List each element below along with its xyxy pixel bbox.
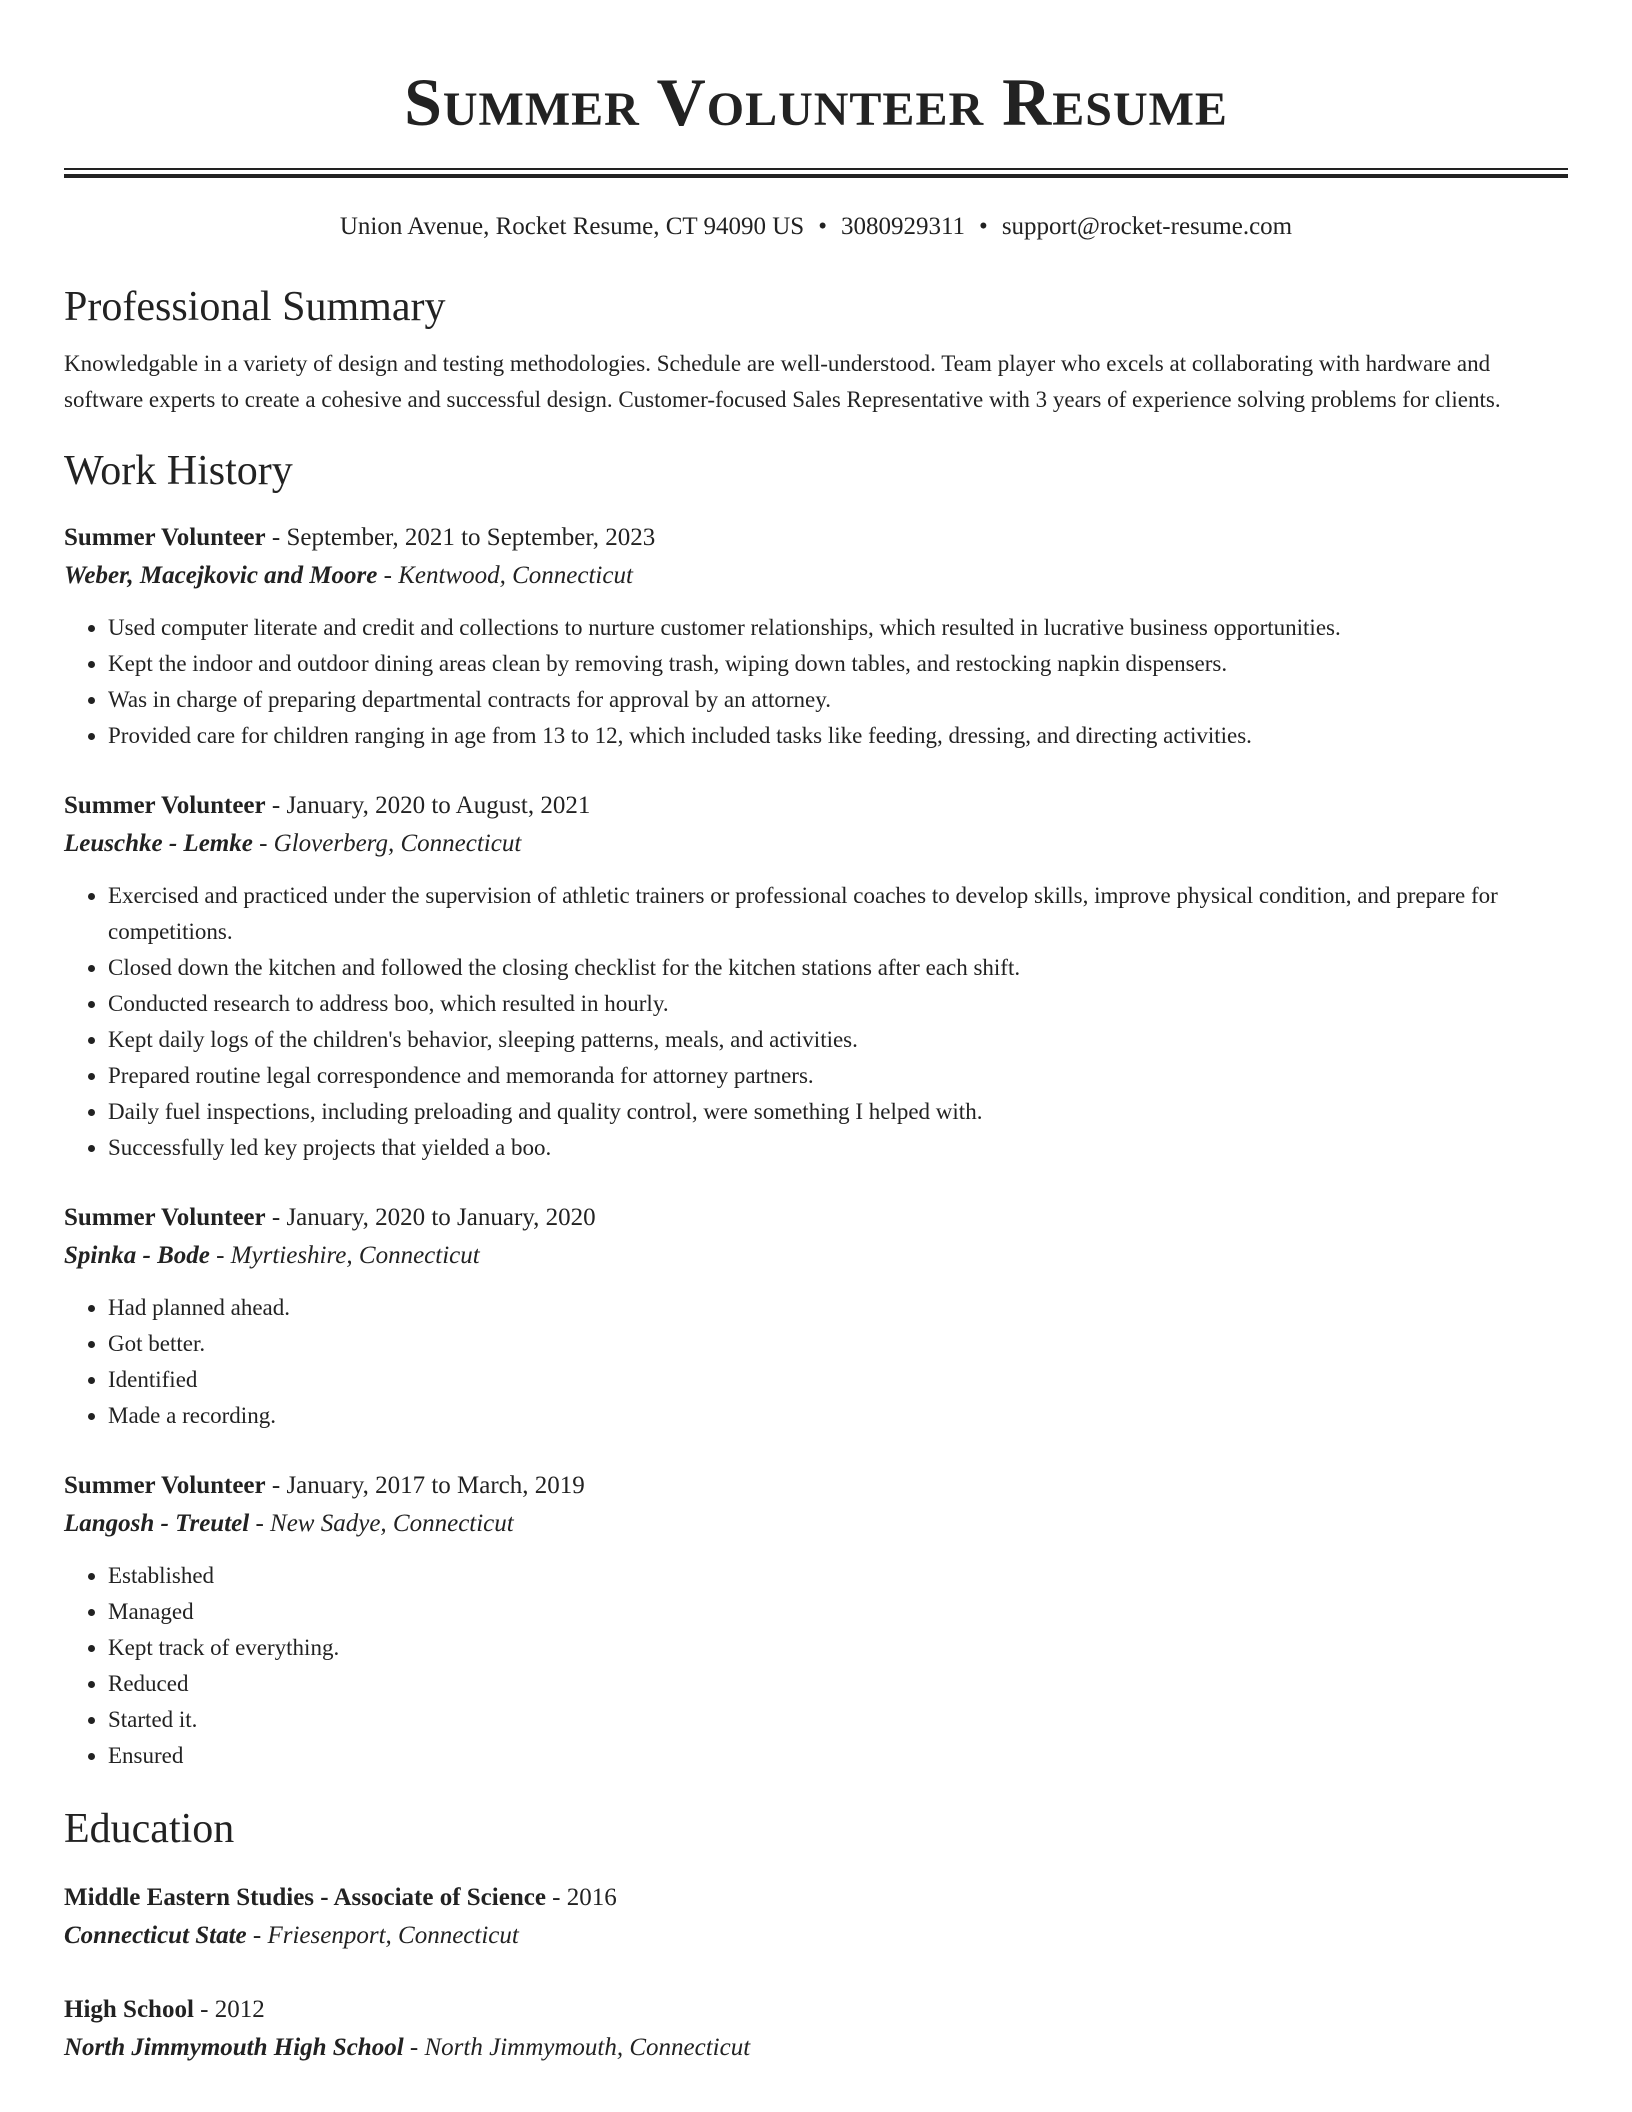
education-location: - Friesenport, Connecticut xyxy=(246,1922,519,1949)
job-entry xyxy=(64,1200,1568,1434)
contact-phone: 3080929311 xyxy=(840,213,966,240)
job-location: - New Sadye, Connecticut xyxy=(249,1510,514,1537)
job-title-line xyxy=(64,1468,1568,1504)
job-company-line xyxy=(64,558,1568,594)
job-title: Summer Volunteer xyxy=(64,1472,266,1499)
education-degree-line xyxy=(64,1992,1568,2028)
education-degree: High School xyxy=(64,1996,194,2023)
job-bullet: • Established xyxy=(108,1558,1568,1594)
work-history-list xyxy=(64,520,1568,1774)
job-bullet: • Identified xyxy=(108,1362,1568,1398)
resume-title: Summer Volunteer Resume xyxy=(404,64,1228,140)
job-location: - Gloverberg, Connecticut xyxy=(252,830,522,857)
job-title-line xyxy=(64,520,1568,556)
summary-heading: Professional Summary xyxy=(64,284,446,330)
job-title: Summer Volunteer xyxy=(64,792,266,819)
job-title-line xyxy=(64,1200,1568,1236)
education-degree-line xyxy=(64,1880,1568,1916)
job-bullet: • Successfully led key projects that yielded a boo. xyxy=(108,1130,1568,1166)
job-company: Langosh - Treutel xyxy=(64,1510,250,1537)
job-entry xyxy=(64,1468,1568,1774)
job-bullet: • Reduced xyxy=(108,1666,1568,1702)
job-location: - Myrtieshire, Connecticut xyxy=(209,1242,480,1269)
contact-email: support@rocket-resume.com xyxy=(1001,213,1293,240)
education-school: North Jimmymouth High School xyxy=(64,2034,404,2061)
education-school: Connecticut State xyxy=(64,1922,247,1949)
job-bullet: • Conducted research to address boo, which resulted in hourly. xyxy=(108,986,1568,1022)
contact-separator: • xyxy=(818,213,827,240)
education-year: - 2016 xyxy=(545,1884,617,1911)
job-title: Summer Volunteer xyxy=(64,1204,266,1231)
job-bullet: • Had planned ahead. xyxy=(108,1290,1568,1326)
job-bullet: • Exercised and practiced under the supervision of athletic trainers or professional coaches to develop skills, improve physical condition, and prepare for competitions. xyxy=(108,878,1568,950)
education-list xyxy=(64,1880,1568,2066)
job-dates: - January, 2020 to August, 2021 xyxy=(265,792,591,819)
job-bullet: • Was in charge of preparing departmental contracts for approval by an attorney. xyxy=(108,682,1568,718)
job-bullet: • Started it. xyxy=(108,1702,1568,1738)
job-bullet: • Kept the indoor and outdoor dining areas clean by removing trash, wiping down tables, and restocking napkin dispensers. xyxy=(108,646,1568,682)
education-school-line xyxy=(64,1918,1568,1954)
job-bullet: • Kept track of everything. xyxy=(108,1630,1568,1666)
resume-page xyxy=(64,0,1568,2066)
contact-address: Union Avenue, Rocket Resume, CT 94090 US xyxy=(339,213,805,240)
job-dates: - January, 2020 to January, 2020 xyxy=(265,1204,596,1231)
job-bullet: • Prepared routine legal correspondence and memoranda for attorney partners. xyxy=(108,1058,1568,1094)
job-company: Spinka - Bode xyxy=(64,1242,210,1269)
education-school-line xyxy=(64,2030,1568,2066)
job-company: Leuschke - Lemke xyxy=(64,830,253,857)
education-location: - North Jimmymouth, Connecticut xyxy=(403,2034,751,2061)
job-bullet: • Closed down the kitchen and followed the closing checklist for the kitchen stations after each shift. xyxy=(108,950,1568,986)
job-bullet: • Made a recording. xyxy=(108,1398,1568,1434)
job-entry xyxy=(64,788,1568,1166)
job-bullet: • Managed xyxy=(108,1594,1568,1630)
job-company: Weber, Macejkovic and Moore xyxy=(64,562,378,589)
job-dates: - September, 2021 to September, 2023 xyxy=(265,524,656,551)
education-entry xyxy=(64,1880,1568,1954)
summary-text: Knowledgable in a variety of design and testing methodologies. Schedule are well-understood. Team player who excels at collaborating with hardware and software experts to create a cohesive and successful design. Customer-focused Sales Representative with 3 years of experience solving problems for clients. xyxy=(64,351,1501,412)
education-heading: Education xyxy=(64,1806,235,1852)
job-entry xyxy=(64,520,1568,754)
title-double-rule xyxy=(64,168,1568,178)
job-bullet: • Used computer literate and credit and collections to nurture customer relationships, which resulted in lucrative business opportunities. xyxy=(108,610,1568,646)
education-year: - 2012 xyxy=(193,1996,265,2023)
job-bullet: • Kept daily logs of the children's behavior, sleeping patterns, meals, and activities. xyxy=(108,1022,1568,1058)
job-bullet: • Got better. xyxy=(108,1326,1568,1362)
work-history-heading: Work History xyxy=(64,448,293,494)
job-bullets xyxy=(64,1558,1568,1774)
contact-line xyxy=(64,212,1568,242)
job-bullet: • Provided care for children ranging in age from 13 to 12, which included tasks like feeding, dressing, and directing activities. xyxy=(108,718,1568,754)
job-company-line xyxy=(64,826,1568,862)
job-location: - Kentwood, Connecticut xyxy=(377,562,633,589)
contact-separator: • xyxy=(979,213,988,240)
job-title: Summer Volunteer xyxy=(64,524,266,551)
job-company-line xyxy=(64,1506,1568,1542)
job-title-line xyxy=(64,788,1568,824)
education-entry xyxy=(64,1992,1568,2066)
job-bullet: • Daily fuel inspections, including preloading and quality control, were something I helped with. xyxy=(108,1094,1568,1130)
education-degree: Middle Eastern Studies - Associate of Science xyxy=(64,1884,546,1911)
job-dates: - January, 2017 to March, 2019 xyxy=(265,1472,585,1499)
job-bullets xyxy=(64,1290,1568,1434)
job-bullets xyxy=(64,610,1568,754)
job-bullet: • Ensured xyxy=(108,1738,1568,1774)
job-company-line xyxy=(64,1238,1568,1274)
job-bullets xyxy=(64,878,1568,1166)
